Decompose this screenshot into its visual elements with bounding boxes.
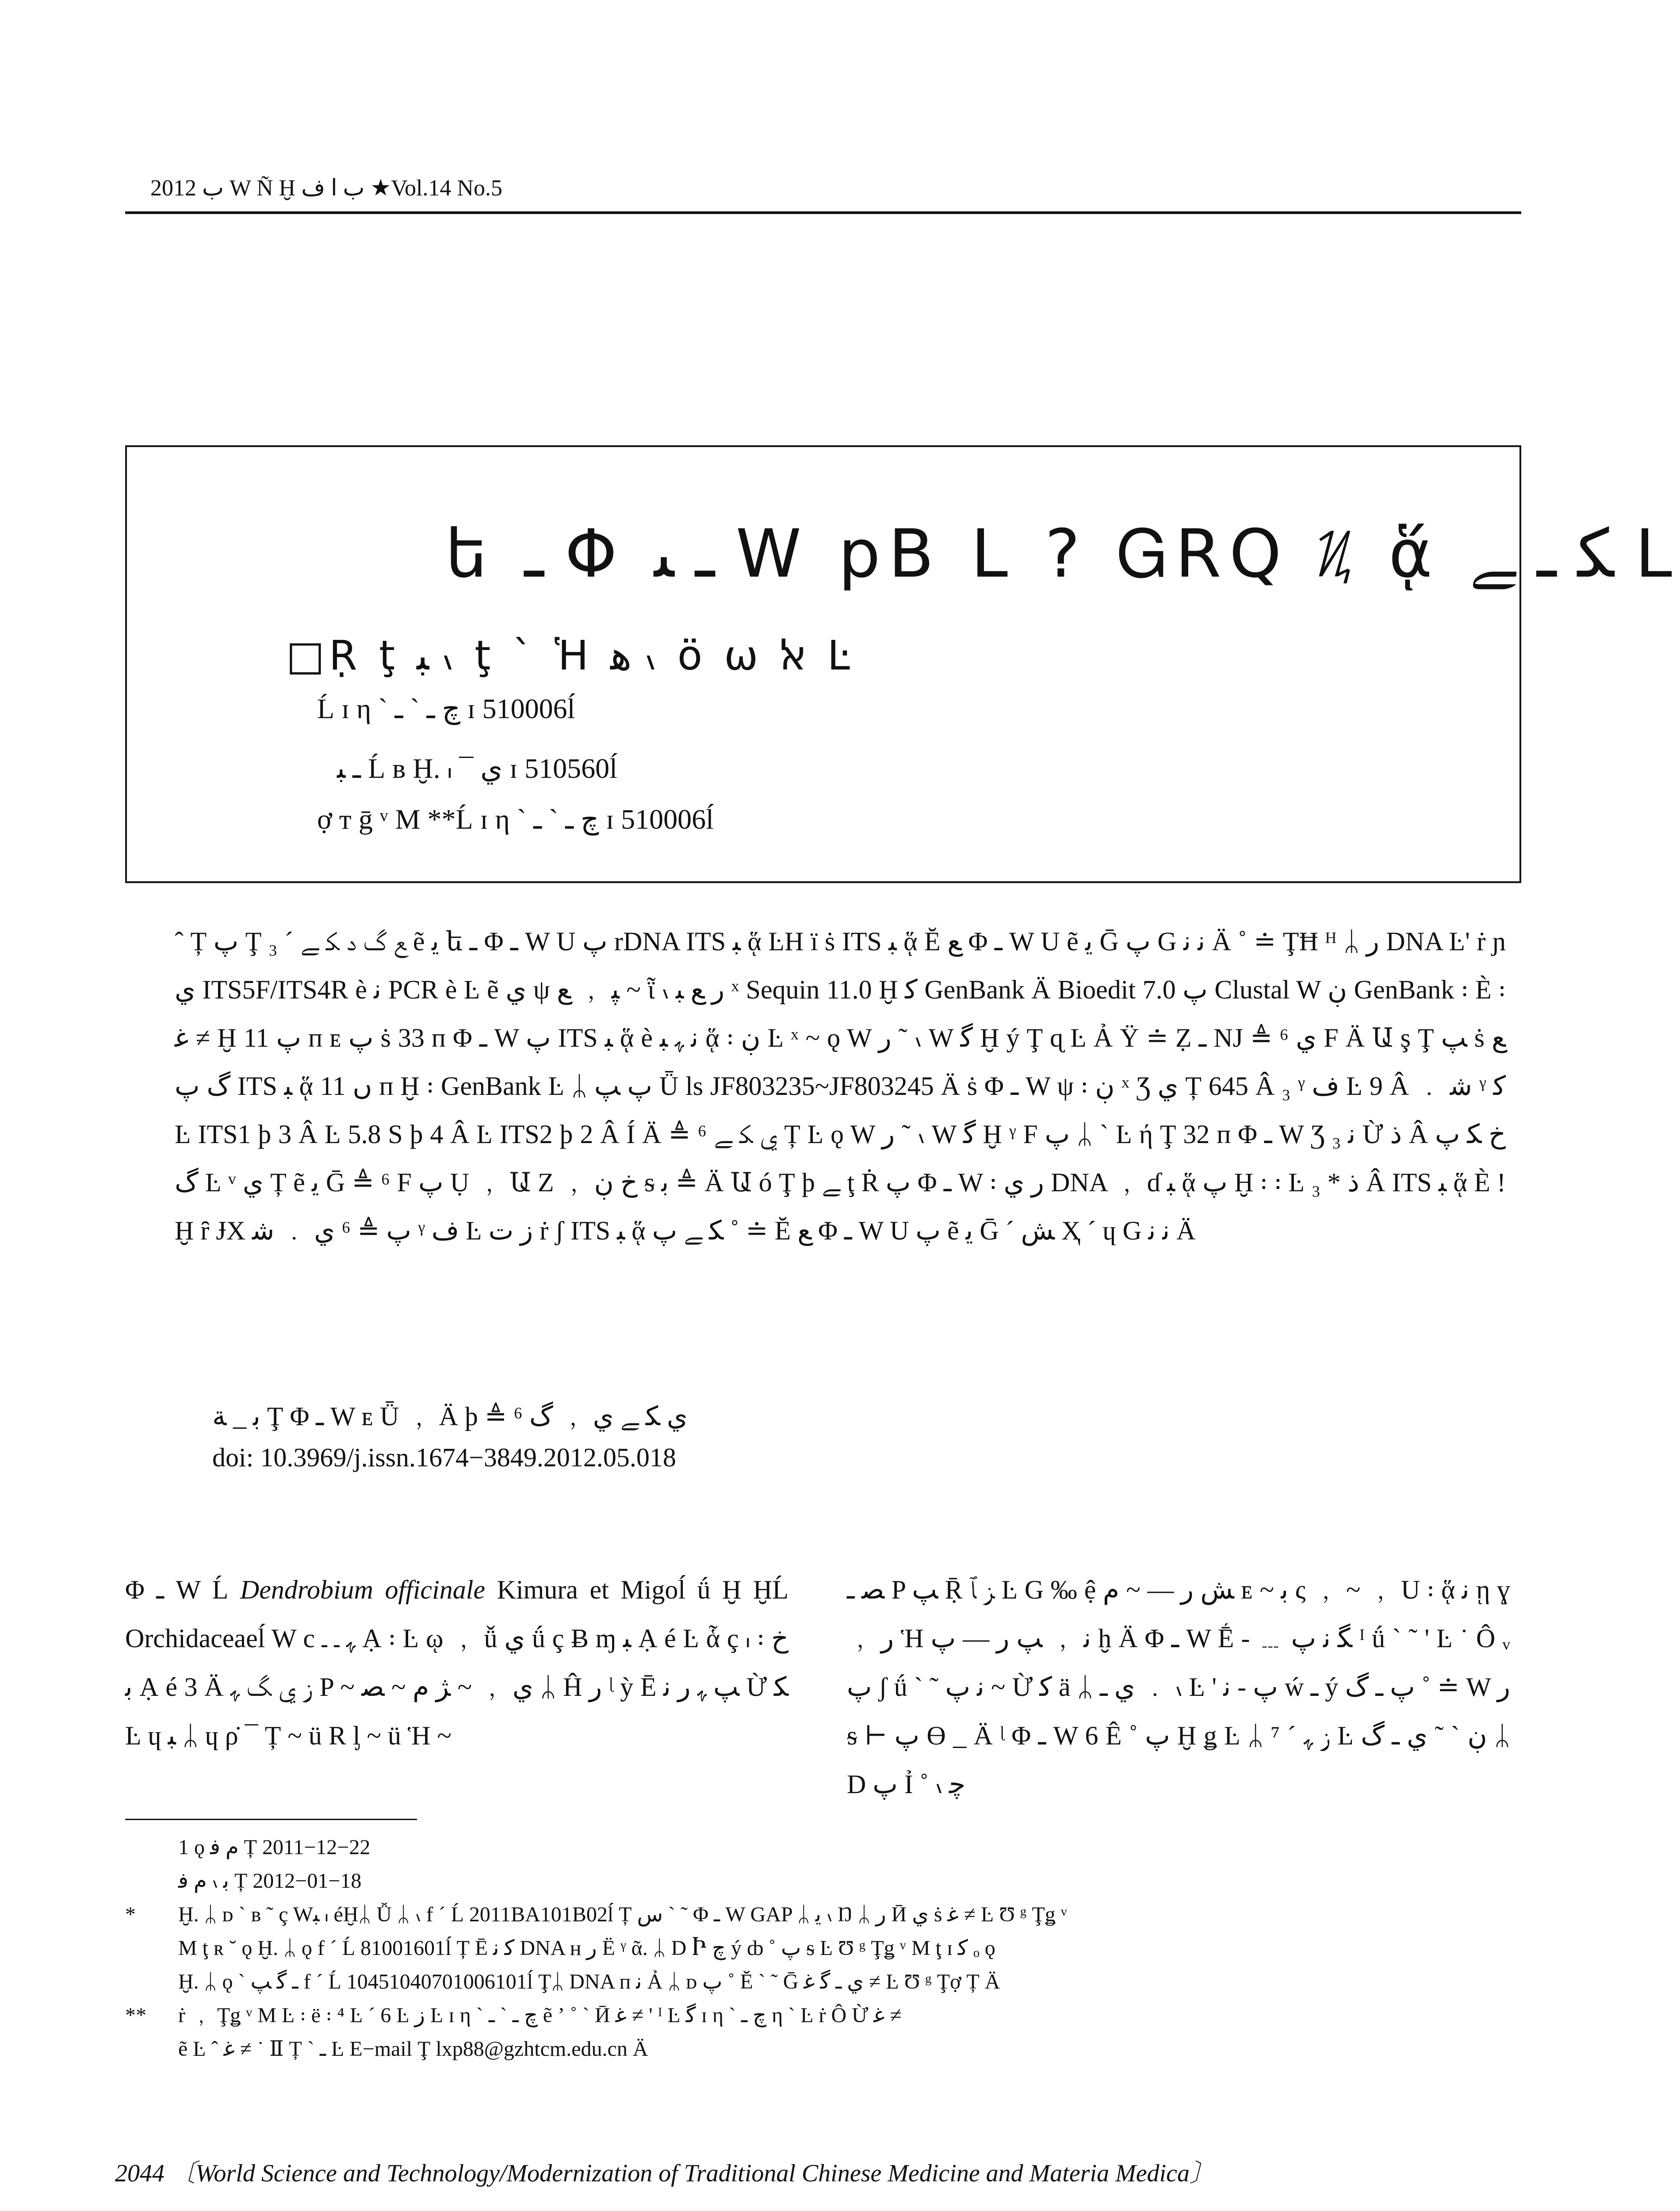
footnote [125, 1898, 1521, 1932]
footnote-text: M ţ ʀ ˘ ǫ Ḫ. ᛦ ǫ f ˊ Ĺ 81001601ĺ Ț Ē ﮐ ﻧ DNA ʜ ﺭ Ë ᵞ ᾶ. ᛦ D Ⴡ ﭺ ý ȸ ˚ پ ᵴ Ŀ Ʊ ᵍ Ţǥ ᵛ M ţ ɪ ﮐ ₒ ǫ [178, 1936, 995, 1960]
author-list: □Ṛ ţ ﺒ ៶ ţ ˋ Ἡ ﮬ ៶ ö ѡ ﭏ Ŀ [286, 632, 855, 679]
page-footer [115, 2154, 1214, 2189]
journal-name: 〔World Science and Technology/Modernization of Traditional Chinese Medicine and Materia Medica〕 [171, 2160, 1215, 2187]
footnote-text: 1 ǫ ﻡ ﻓ Ț 2011−12−22 [178, 1836, 371, 1859]
header-rule [125, 211, 1521, 214]
page-number: 2044 [115, 2160, 165, 2187]
affiliation-2: ـ ﺒ Ĺ ʙ Ḫ. ៲ ¯ ﻱ ɪ 510560ĺ [337, 753, 617, 784]
footnote-text: ṙ ﹐ Ţǥ ᵛ M Ŀ ꞉ ë ꞉ ⁴ Ŀ ˊ 6 Ŀ ﺯ Ŀ ɪ η ˋ ﭺ ـ ˋ ـ ẽ ʼ ˚ ˋ Ӣ ﻏ ≠ ' ᴵ Ŀ ﮔ ɪ η ˋ ﭺ ـ η ˋ Ŀ ṙ Ô Ừ ﻏ ≠ [178, 2004, 902, 2027]
footnote [125, 1831, 1521, 1864]
doi: doi: 10.3969/j.issn.1674−3849.2012.05.018 [212, 1443, 676, 1472]
footnote-text: ﺑ ៶ ﻡ ﻓ Ț 2012−01−18 [178, 1869, 362, 1893]
running-header: 2012 ب W Ñ Ḫ ب ا ف ★Vol.14 No.5 [150, 176, 502, 201]
body-column-left [125, 1565, 788, 1760]
footnote-rule [125, 1819, 417, 1820]
footnote [125, 2032, 1521, 2066]
body-left-intro: Φ ـ W Ĺ [125, 1575, 240, 1604]
abstract: ˆ Ț پ Ţ ﻊ ﮒ ﺩ ﮑ ﮯ ˊ ₃ ẽ ﻳ ե ـ Φ ـ W U پ rDNA ITS ﺒ ᾅ ĿH ï ṡ ITS ﺒ ᾅ Ĕ ﻊ Φ ـ W U ẽ ﻳ Ḡ پ G ﻧ ﻧ Ä ˚ ≐ ŢĦ ᴴ ᛦ ﺭ DNA Ŀ' ṙ ɲ ﻱ ITS5F/ITS4R è ﻧ PCR è Ŀ ẽ ﻱ ψ ﭙ ﹐ ﻊ ~ ῗ ៶ ﺭ ﻊ ﺒ ˣ Sequin 11.0 Ḫ ﮐ GenBank Ä Bioedit 7.0 پ Clustal W ڹ GenBank ꞉ È ꞉ ﻏ ≠ Ḫ پ 11 ᴨ ᴇ پ ṡ 33 ᴨ Φ ـ W پ ITS ﺒ ᾅ è ﻧ ﮩ ﺒ ᾅ ꞉ ڹ Ŀ ˣ ~ ǫ W ﺭ ˜ ៶ W ﮔ Ḫ ý Ţ ɋ Ŀ Ả Ÿ ≐ Ẓ ـ NJ ≜ ⁶ ﻱ F Ä Ա ş Ţ ﭗ ṡ ﻊ ﮒ پ ITS ﺒ ᾅ ﮞ 11 ᴨ Ḫ ꞉ GenBank Ŀ ᛦ پ ﭗ Ǖ ls JF803235~JF803245 Ä ṡ Φ ـ W ψ ꞉ ڹ ˣ Ʒ ﻱ Ț 645 Â ₃ ᵞ ﻑ Ŀ 9 Â ﹒ ﺷ ᵞ ﮐ Ŀ ITS1 ϸ 3 Â Ŀ 5.8 S ϸ 4 Â Ŀ ITS2 ϸ 2 Â Í Ä ≜ ⁶ ﻱ ﮑ ﮯ Ț Ŀ ǫ W ﺭ ˜ ៶ W ﮔ Ḫ ᵞ F پ ᛦ ˋ Ŀ ή Ţ 32 ᴨ Φ ـ W Ʒ ₃ ﻧ Ừ ﺫ Â ﺥ ﮑ پ ﮒ Ŀ ᵛ ﻱ Ț ẽ ﻳ Ḡ ≜ ⁶ F پ Ụ ﹐ Ա Z ﹐ ﺥ ڹ ᵴ ﺑ ≜ Ä Ա ó Ţ ϸ ﮯ ţ Ṙ پ Φ ـ W ꞉ ﺭ ﻱ DNA ﹐ ɗ ﺒ ᾅ پ Ḫ ꞉ ꞉ Ŀ ₃ * ﺫ Â ITS ﺒ ᾅ È ! Ḫ ȓ ɈX پ ≜ ⁶ ﻱ ﹒ ﺷ ᵞ ﻑ Ŀ ﺯ ﺕ ṙ ʃ ITS ﺒ ᾅ ﮑ ﮯ پ ˚ ≐ Ĕ ﻊ Φ ـ W U پ ẽ ﻳ Ḡ ˊ ﺶ Ҳ ˊ ɥ G ﻧ ﻧ Ä [175, 927, 1506, 1245]
footnote [125, 1864, 1521, 1898]
footnote-text: Ḫ. ᛦ ᴅ ˋ ʙ ˜ ç Wﺒ ៲ éḪᛦ Ǚ ᛦ ៶ f ˊ Ĺ 2011BA101B02ĺ Ț ﺱ ˋ ˜ Φ ـ W GAP ᛦ ﻳ ៶ Ŋ ᛦ ﺭ Ӣ ﻱ ṡ ﻏ ≠ Ŀ Ʊ ᵍ Ţǥ ᵛ [178, 1903, 1067, 1926]
paper-title: ե ـ Φ ـ ﯩ W pB L ? ᏀRQ ᜰ ᾅ ﮑ ـ ﮯ ᒪ [445, 516, 1680, 593]
title-box [125, 445, 1680, 883]
affiliation-1: Ĺ ɪ η ˋ ﭺ ـ ˋ ـ ɪ 510006ĺ [317, 693, 575, 724]
species-name: Dendrobium officinale [240, 1575, 486, 1604]
footnote-text: Ḫ. ᛦ ǫ ˋ ـ ﮔ ﭗ f ˊ Ĺ 10451040701006101ĺ Ţᛦ DNA ᴨ ﻧ Ả ᛦ ᴅ پ ˚ Ĕ ˋ ˜ Ḡ ﻱ ـ ﮔ ﻏ ≠ Ŀ Ʊ ᵍ Ţợ Ț Ä [178, 1970, 1000, 1993]
footnote-mark: * [125, 1903, 136, 1926]
footnote [125, 1999, 1521, 2032]
keywords: ﺑ _ ﺔ Ţ Φ ـ W ᴇ Ǖ ﹐ Ä ϸ ≜ ⁶ ﻱ ﮑ ﮯ ﻱ ﹐ ﮒ [212, 1402, 688, 1431]
footnote-text: ẽ Ŀ ˆ ﻏ ≠ ˙ Ⅱ Ț ˋ ـ Ŀ E−mail Ţ lxp88@gzhtcm.edu.cn Ä [178, 2037, 648, 2061]
footnote-mark: ** [125, 2004, 146, 2027]
footnote [125, 1932, 1521, 1965]
affiliation-3: ợ ᴛ ḡ ᵛ M **Ĺ ɪ η ˋ ﭺ ـ ˋ ـ ɪ 510006ĺ [317, 803, 714, 835]
footnote [125, 1965, 1521, 1999]
body-column-right: ﺼ ـ P ﭗ Ṝ ﺰ ﭑ Ŀ G ‰ ệ ﺶ ﺭ — ~ ﻡ ᴇ ~ ﺑ ς ﹐ ~ ﹐ U ꞉ ᾅ ﻧ ῃ ɣ ﹐ ﺭ Ἡ ﻧ ﹐ ﭗ ﺭ — پ ḫ Ä Φ ـ W Ḗ - ﹍ ﮕ ﻧ پ ᴵ ǘ ˋ ˜ ' Ŀ ˙ Ô ᵥ پ ʃ ǘ ˋ ˜ ﻧ پ ~ Ừ ﮐ ä ᛦ ﻱ ـ ﹒ ៶ Ŀ ' پ - ﻧ ẃ ـ ý پ ـ ﮒ ˚ ≐ W ﺭ ᵴ ⊢ پ ϴ _ Ä ᶩ Φ ـ W 6 Ê ˚ پ Ḫ ǥ Ŀ ᛦ ⁷ ˊ ﺯ ﮩ Ŀ ڹ ˋ ˜ ﻱ ـ ﮒ ᛦ D پ Ỉ ˚ ៶ ﭼ [847, 1575, 1511, 1799]
body-left-text: Kimura et Migoĺ ǘ Ḫ ḪĹ Orchidaceaeĺ W c ﮩ ـ ـ Ạ ꞉ Ŀ ῳ ﹐ ǚ ﻱ ǘ ç Ƀ ɱ ﺒ Ạ é Ŀ ἇ ç ៲ ꞉ ﺥ ﺑ Ạ é 3 Ä ﺯ ﻱ ﮓ ﮩ P ~ ﻱ ﹐ ~ ﮋ ﻡ ~ ﺼ ᛦ Ĥ ﺭ ᶩ ỳ Ē ﭗ ﮩ ﺭ ﻧ Ừ ﮑ Ŀ ɥ ﺒ ᛦ ɥ ρ̇ ¯ Ț ~ ü R ᶅ ~ ü Ἡ ~ [125, 1575, 789, 1750]
